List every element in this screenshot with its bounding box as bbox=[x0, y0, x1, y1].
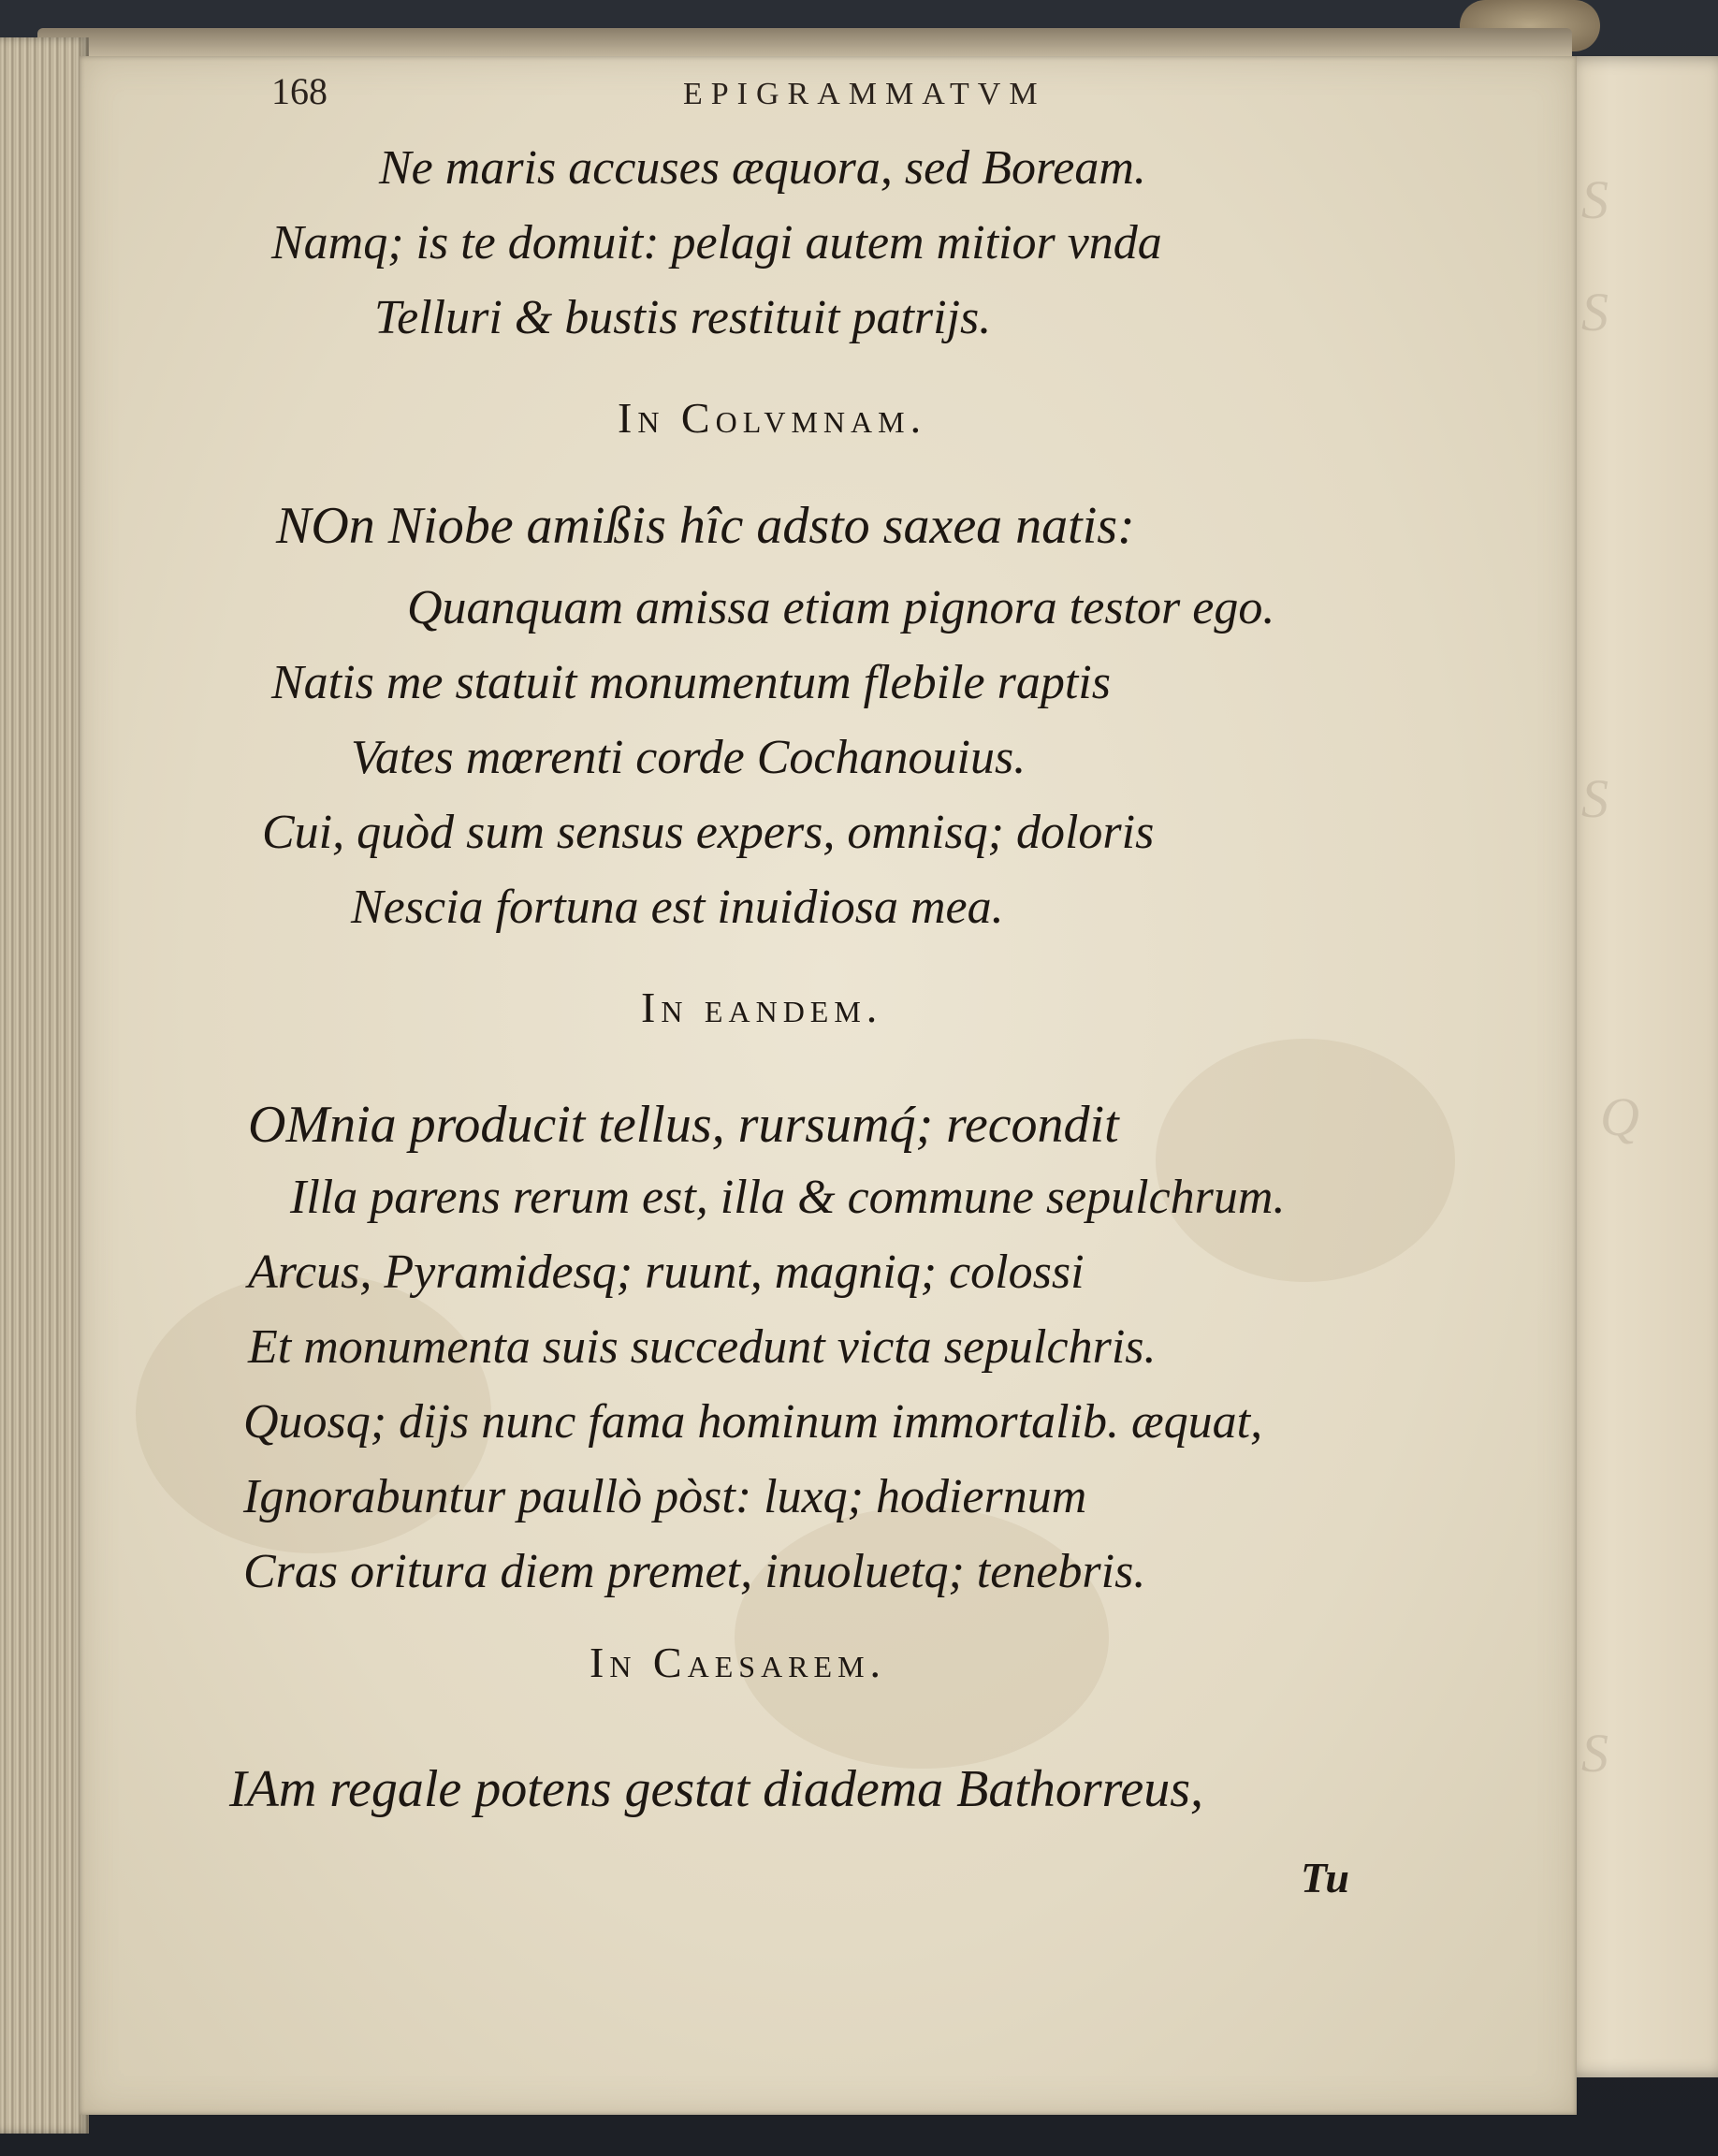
verse-line: NOn Niobe amißis hîc adsto saxea natis: bbox=[276, 497, 1135, 555]
page-number: 168 bbox=[271, 70, 328, 112]
verse-line: Cui, quòd sum sensus expers, omnisq; doloris bbox=[262, 806, 1155, 859]
verse-line: Quosq; dijs nunc fama hominum immortalib. æquat, bbox=[243, 1395, 1263, 1449]
page-stack-left bbox=[0, 37, 89, 2134]
verse-line: Arcus, Pyramidesq; ruunt, magniq; colossi bbox=[248, 1246, 1085, 1299]
verse-line: Namq; is te domuit: pelagi autem mitior vnda bbox=[271, 216, 1162, 270]
running-head: EPIGRAMMATVM bbox=[683, 77, 1046, 111]
show-through-letter: S bbox=[1581, 1723, 1609, 1784]
verse-line: Et monumenta suis succedunt victa sepulchris. bbox=[248, 1320, 1157, 1374]
facing-page-edge bbox=[1563, 56, 1718, 2077]
verse-line: Cras oritura diem premet, inuoluetq; tenebris. bbox=[243, 1545, 1146, 1598]
verse-line: IAm regale potens gestat diadema Bathorreus, bbox=[229, 1760, 1204, 1818]
verse-line: Ignorabuntur paullò pòst: luxq; hodiernum bbox=[243, 1470, 1087, 1523]
show-through-letter: S bbox=[1581, 169, 1609, 230]
show-through-letter: S bbox=[1581, 768, 1609, 829]
verse-line: Vates mœrenti corde Cochanouius. bbox=[351, 731, 1026, 784]
verse-line: Telluri & bustis restituit patrijs. bbox=[374, 291, 992, 344]
section-title: In Colvmnam. bbox=[618, 394, 927, 442]
show-through-letter: Q bbox=[1600, 1086, 1639, 1147]
verse-line: Illa parens rerum est, illa & commune sepulchrum. bbox=[290, 1171, 1286, 1224]
verse-line: OMnia producit tellus, rursumq́; recondit bbox=[248, 1096, 1119, 1154]
section-title: In Caesarem. bbox=[590, 1639, 887, 1686]
verse-line: Quanquam amissa etiam pignora testor ego. bbox=[407, 581, 1275, 634]
verse-line: Nescia fortuna est inuidiosa mea. bbox=[351, 881, 1004, 934]
book-top-edge bbox=[37, 28, 1572, 60]
page-text bbox=[80, 56, 1577, 2115]
verse-line: Natis me statuit monumentum flebile raptis bbox=[271, 656, 1111, 709]
book-page bbox=[80, 56, 1577, 2115]
catchword: Tu bbox=[1301, 1854, 1349, 1901]
section-title: In eandem. bbox=[641, 983, 883, 1031]
verse-line: Ne maris accuses æquora, sed Boream. bbox=[379, 141, 1146, 195]
show-through-letter: S bbox=[1581, 282, 1609, 342]
